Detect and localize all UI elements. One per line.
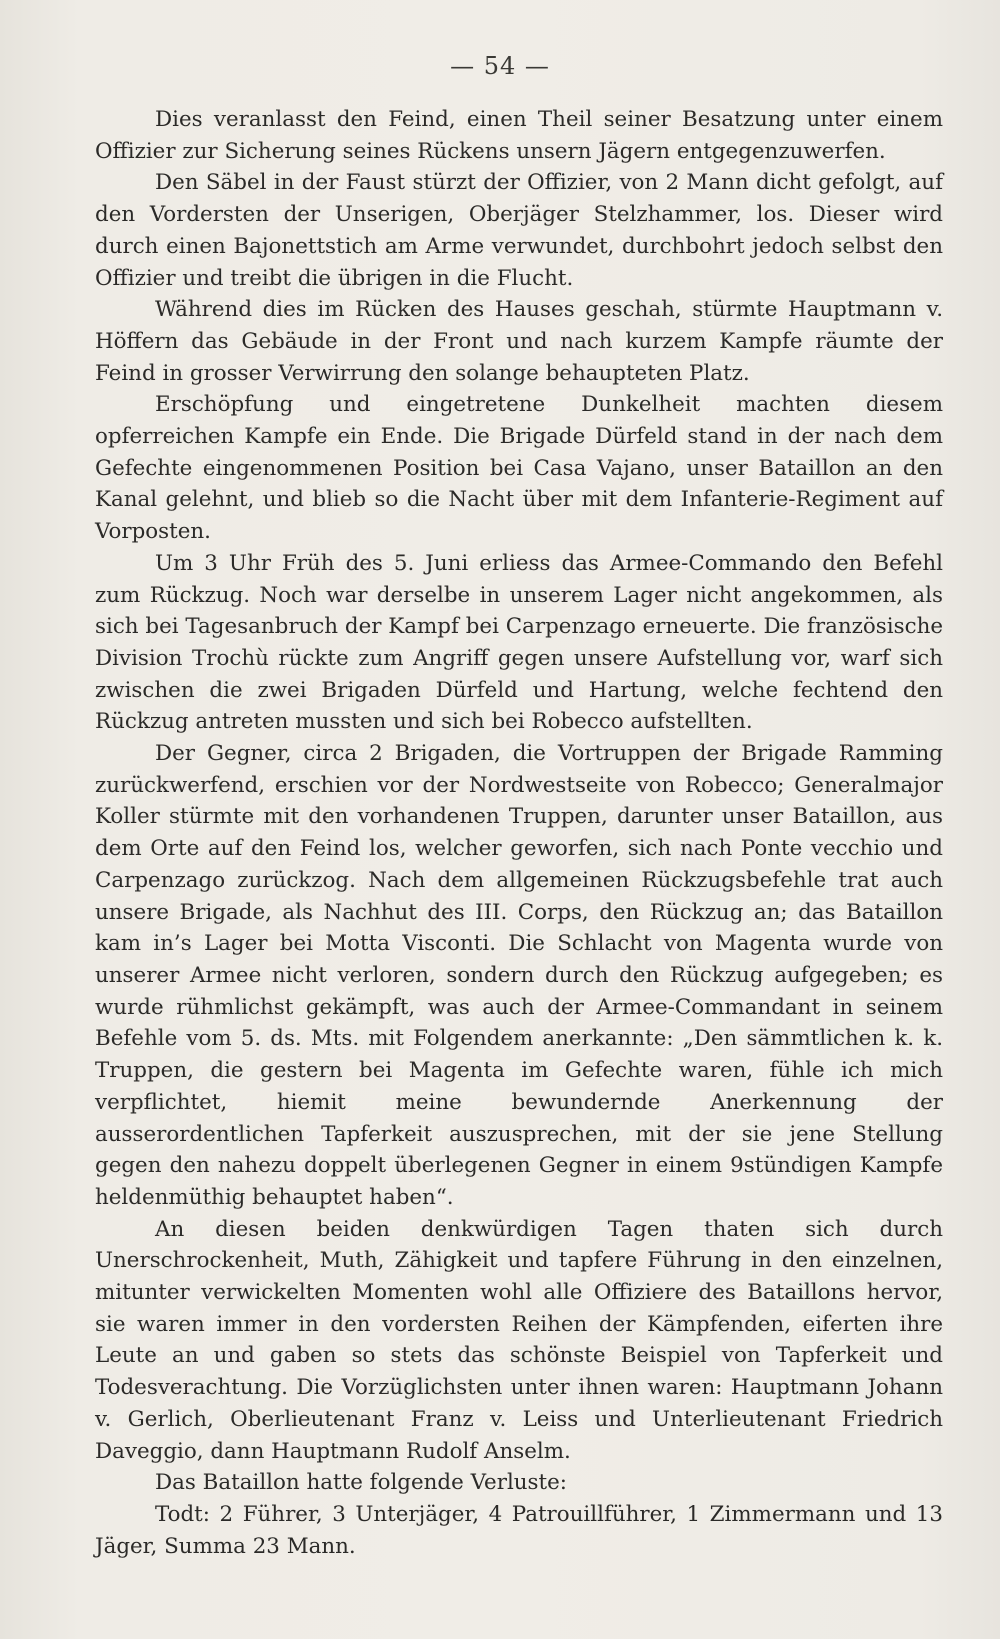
paragraph: Um 3 Uhr Früh des 5. Juni erliess das Armee-Commando den Befehl zum Rückzug. Noch war derselbe in unserem Lager nicht angekommen, als sich bei Tagesanbruch der Kampf bei Carpenzago erneuerte. Die französische Division Trochù rückte zum Angriff gegen unsere Aufstellung vor, warf sich zwischen die zwei Brigaden Dürfeld und Hartung, welche fechtend den Rückzug antreten mussten und sich bei Robecco aufstellten. <box>95 550 943 735</box>
page-number: — 54 — <box>450 52 550 80</box>
paragraph: Den Säbel in der Faust stürzt der Offizier, von 2 Mann dicht gefolgt, auf den Vordersten der Unserigen, Oberjäger Stelzhammer, los. Dieser wird durch einen Bajonettstich am Arme verwundet, durchbohrt jedoch selbst den Offizier und treibt die übrigen in die Flucht. <box>95 170 943 291</box>
paragraph: An diesen beiden denkwürdigen Tagen thaten sich durch Unerschrockenheit, Muth, Zähigkeit und tapfere Führung in den einzelnen, mitunter verwickelten Momenten wohl alle Offiziere des Bataillons hervor, sie waren immer in den vordersten Reihen der Kämpfenden, eiferten ihre Leute an und gaben so stets das schönste Beispiel von Tapferkeit und Todesverachtung. Die Vorzüglichsten unter ihnen waren: Hauptmann Johann v. Gerlich, Oberlieutenant Franz v. Leiss und Unterlieutenant Friedrich Daveggio, dann Hauptmann Rudolf Anselm. <box>95 1216 943 1464</box>
paragraph: Dies veranlasst den Feind, einen Theil seiner Besatzung unter einem Offizier zur Sicherung seines Rückens unsern Jägern entgegenzuwerfen. <box>95 107 943 164</box>
paragraph: Der Gegner, circa 2 Brigaden, die Vortruppen der Brigade Ramming zurückwerfend, erschien vor der Nordwestseite von Robecco; Generalmajor Koller stürmte mit den vorhandenen Truppen, darunter unser Bataillon, aus dem Orte auf den Feind los, welcher geworfen, sich nach Ponte vecchio und Carpenzago zurückzog. Nach dem allgemeinen Rückzugsbefehle trat auch unsere Brigade, als Nachhut des III. Corps, den Rückzug an; das Bataillon kam in’s Lager bei Motta Visconti. Die Schlacht von Magenta wurde von unserer Armee nicht verloren, sondern durch den Rückzug aufgegeben; es wurde rühmlichst gekämpft, was auch der Armee-Commandant in seinem Befehle vom 5. ds. Mts. mit Folgendem anerkannte: „Den sämmtlichen k. k. Truppen, die gestern bei Magenta im Gefechte waren, fühle ich mich verpflichtet, hiemit meine bewundernde Anerkennung der ausserordentlichen Tapferkeit auszusprechen, mit der sie jene Stellung gegen den nahezu doppelt überlegenen Gegner in einem 9stündigen Kampfe heldenmüthig behauptet haben“. <box>95 741 943 1210</box>
paragraph: Erschöpfung und eingetretene Dunkelheit machten diesem opferreichen Kampfe ein Ende. Die Brigade Dürfeld stand in der nach dem Gefechte eingenommenen Position bei Casa Vajano, unser Bataillon an den Kanal gelehnt, und blieb so die Nacht über mit dem Infanterie-Regiment auf Vorposten. <box>95 392 943 545</box>
paragraph: Während dies im Rücken des Hauses geschah, stürmte Hauptmann v. Höffern das Gebäude in der Front und nach kurzem Kampfe räumte der Feind in grosser Verwirrung den solange behaupteten Platz. <box>95 297 943 386</box>
paragraph: Das Bataillon hatte folgende Verluste: <box>155 1470 567 1496</box>
paragraph: Todt: 2 Führer, 3 Unterjäger, 4 Patrouillführer, 1 Zimmermann und 13 Jäger, Summa 23 Mann. <box>95 1501 943 1559</box>
body-text <box>95 104 943 1562</box>
